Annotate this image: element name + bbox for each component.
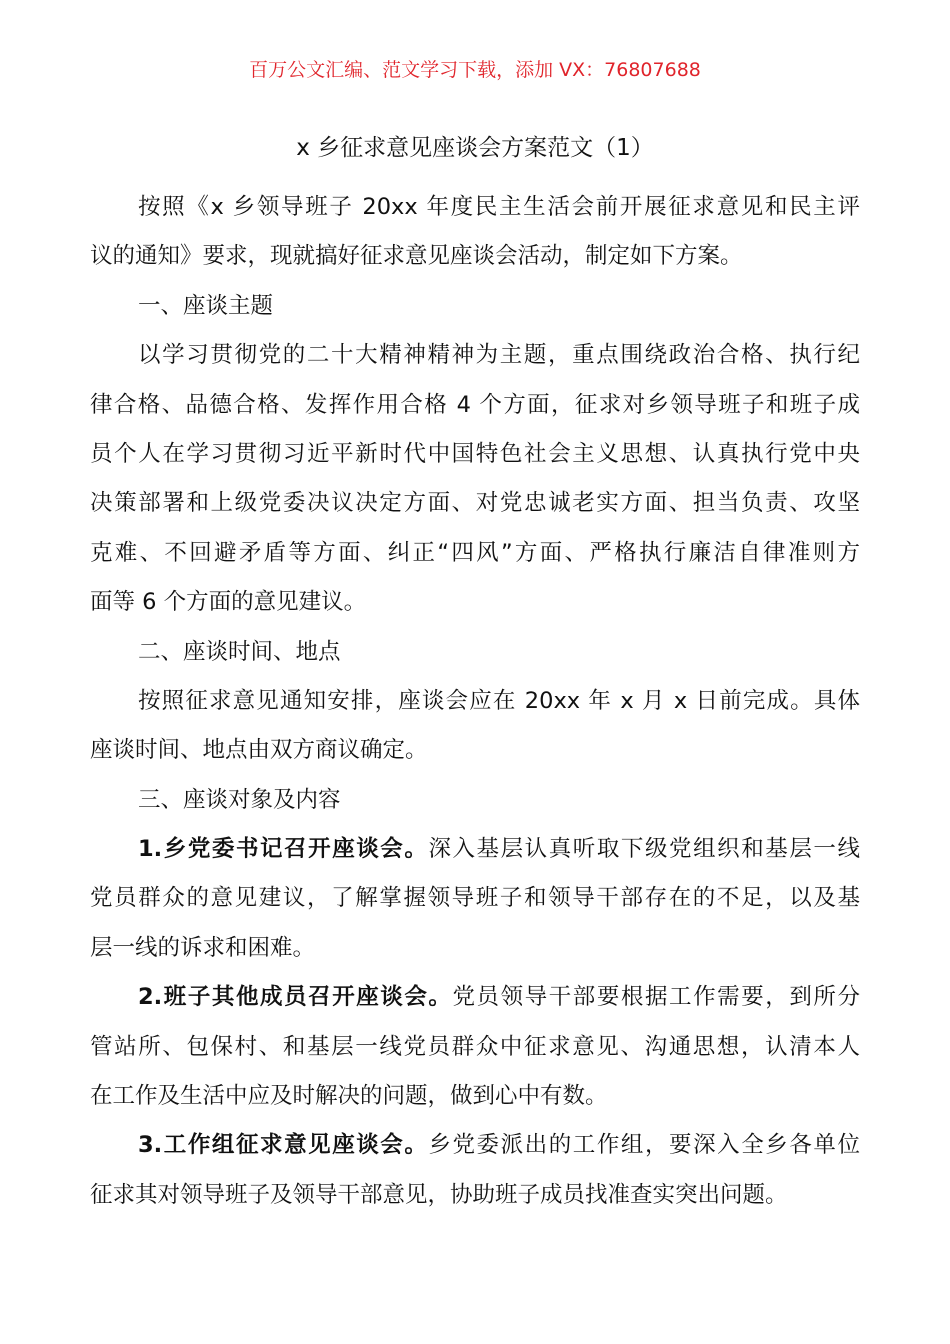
watermark-header: 百万公文汇编、范文学习下载，添加 VX：76807688 <box>249 59 701 81</box>
paragraph-line: 按照《x 乡领导班子 20xx 年度民主生活会前开展征求意见和民主评 <box>138 194 860 220</box>
paragraph-line: 决策部署和上级党委决议决定方面、对党忠诚老实方面、担当负责、攻坚 <box>90 490 860 517</box>
paragraph-line: 面等 6 个方面的意见建议。 <box>90 589 367 616</box>
item-text: 深入基层认真听取下级党组织和基层一线 <box>428 836 860 863</box>
paragraph-line: 员个人在学习贯彻习近平新时代中国特色社会主义思想、认真执行党中央 <box>90 440 860 467</box>
paragraph-line <box>90 973 860 1022</box>
paragraph-line: 律合格、品德合格、发挥作用合格 4 个方面，征求对乡领导班子和班子成 <box>90 391 860 418</box>
document-body <box>90 183 860 1220</box>
paragraph-line: 议的通知》要求，现就搞好征求意见座谈会活动，制定如下方案。 <box>90 243 743 270</box>
paragraph-line <box>90 825 860 874</box>
item-lead: 2.班子其他成员召开座谈会。 <box>138 984 453 1011</box>
paragraph-line: 党员群众的意见建议，了解掌握领导班子和领导干部存在的不足，以及基 <box>90 885 860 912</box>
paragraph-line: 以学习贯彻党的二十大精神精神为主题，重点围绕政治合格、执行纪 <box>138 342 860 369</box>
section-heading: 二、座谈时间、地点 <box>138 638 341 665</box>
paragraph-line: 按照征求意见通知安排，座谈会应在 20xx 年 x 月 x 日前完成。具体 <box>138 687 860 714</box>
document-title: x 乡征求意见座谈会方案范文（1） <box>296 135 654 161</box>
item-lead: 1.乡党委书记召开座谈会。 <box>138 836 429 863</box>
item-text: 党员领导干部要根据工作需要，到所分 <box>452 984 860 1011</box>
section-heading: 三、座谈对象及内容 <box>138 786 341 813</box>
paragraph-line: 层一线的诉求和困难。 <box>90 934 316 961</box>
paragraph-line: 座谈时间、地点由双方商议确定。 <box>90 737 428 764</box>
item-lead: 3.工作组征求意见座谈会。 <box>138 1132 429 1159</box>
paragraph-line: 在工作及生活中应及时解决的问题，做到心中有数。 <box>90 1083 608 1110</box>
paragraph-line: 克难、不回避矛盾等方面、纠正“四风”方面、严格执行廉洁自律准则方 <box>90 539 860 566</box>
section-heading: 一、座谈主题 <box>138 292 274 319</box>
item-text: 乡党委派出的工作组，要深入全乡各单位 <box>428 1132 860 1159</box>
paragraph-line: 征求其对领导班子及领导干部意见，协助班子成员找准查实突出问题。 <box>90 1181 788 1208</box>
paragraph-line: 管站所、包保村、和基层一线党员群众中征求意见、沟通思想，认清本人 <box>90 1033 860 1060</box>
paragraph-line <box>90 1121 860 1170</box>
